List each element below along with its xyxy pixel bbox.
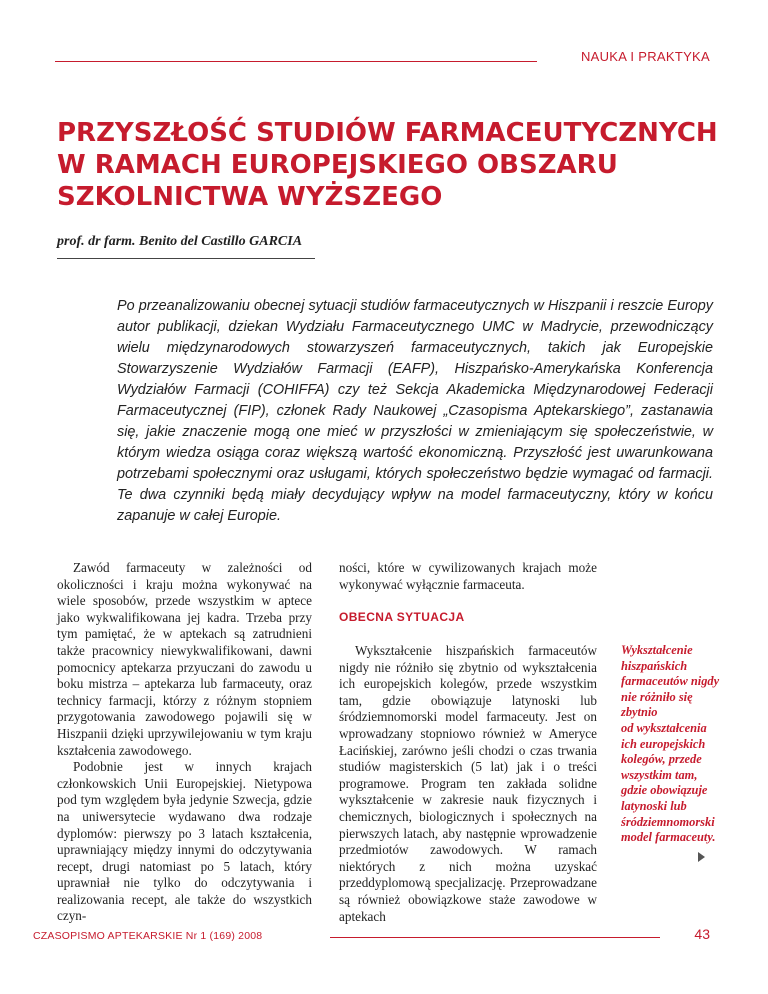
pull-quote-line: zbytnio	[621, 705, 658, 720]
pull-quote-line: Wykształcenie	[621, 643, 693, 657]
section-subheading: OBECNA SYTUACJA	[339, 610, 465, 624]
pull-quote-line: ich europejskich	[621, 736, 706, 751]
body-column-right-top	[339, 560, 597, 593]
title-line: W RAMACH EUROPEJSKIEGO OBSZARU	[57, 150, 618, 180]
body-paragraph: Podobnie jest w innych krajach członkowskich Unii Europejskiej. Nietypowa pod tym względem była jedynie Szwecja, gdzie na uniwersytecie wydawano dwa rodzaje dyplomów: pierwszy po 3 latach kształcenia, uprawniający między innymi do odczytywania recept, drugi natomiast po 5 latach, który uprawniał nie tylko do odczytywania i realizowania recept, ale także do wszystkich czyn-	[57, 759, 312, 924]
pull-quote-line: wszystkim tam,	[621, 767, 698, 782]
body-column-left	[57, 560, 312, 925]
lead-paragraph: Po przeanalizowaniu obecnej sytuacji studiów farmaceutycznych w Hiszpanii i reszcie Europy autor publikacji, dziekan Wydziału Farmaceutycznego UMC w Madrycie, przewodniczący wielu międzynarodowych stowarzyszeń farmaceutycznych, takich jak Europejskie Stowarzyszenie Wydziałów Farmacji (EAFP), Hiszpańsko-Amerykańska Konferencja Wydziałów Farmacji (COHIFFA) czy też Sekcja Akademicka Międzynarodowej Federacji Farmaceutycznej (FIP), członek Rady Naukowej „Czasopisma Aptekarskiego”, zastanawia się, jakie znaczenie mogą one mieć w przyszłości w zmieniającym się społeczeństwie, w którym wiedza osiąga coraz większą wartość ekonomiczną. Przyszłość jest uwarunkowana potrzebami społecznymi oraz usługami, których społeczeństwo będzie wymagać od farmacji. Te dwa czynniki będą miały decydujący wpływ na model farmaceutyczny, który w końcu zapanuje w całej Europie.	[117, 298, 713, 524]
section-label: NAUKA I PRAKTYKA	[580, 49, 710, 64]
pull-quote-line: od wykształcenia	[621, 720, 707, 735]
pull-quote	[621, 643, 729, 846]
pull-quote-line: hiszpańskich	[621, 658, 688, 673]
author-rule	[57, 258, 315, 259]
continue-arrow-icon	[698, 852, 705, 862]
pull-quote-line: model farmaceuty.	[621, 830, 716, 845]
title-line: PRZYSZŁOŚĆ STUDIÓW FARMACEUTYCZNYCH	[57, 118, 718, 148]
body-column-right	[339, 643, 597, 925]
article-title	[57, 117, 737, 213]
page-number: 43	[694, 926, 710, 942]
body-paragraph: Wykształcenie hiszpańskich farmaceutów nigdy nie różniło się zbytnio od wykształcenia ich europejskich kolegów, przede wszystkim tam, gdzie obowiązuje latynoski lub śródziemnomorski model farmaceuty. Jest on wprowadzany stopniowo również w Ameryce Łacińskiej, zarówno jeśli chodzi o czas trwania studiów magisterskich (5 lat) jak i o treści programowe. Program ten zakłada solidne wykształcenie w zakresie nauk fizycznych i chemicznych, biologicznych i społecznych na pierwszych latach, aby następnie wprowadzenie przedmiotów zawodowych. W ramach niektórych z nich można uzyskać przeddyplomową specjalizację. Przeprowadzane są również obowiązkowe staże zawodowe w aptekach	[339, 643, 597, 924]
title-line: SZKOLNICTWA WYŻSZEGO	[57, 182, 443, 212]
body-paragraph: Zawód farmaceuty w zależności od okoliczności i kraju można wykonywać na wiele sposobów, przede wszystkim w aptece jako wykwalifikowana jej kadra. Trzeba przy tym pamiętać, że w aptekach są zatrudnieni także pracownicy niewykwalifikowani, dawni pomocnicy aptekarza przyuczani do zawodu u boku mistrza – aptekarza lub farmaceuty, oraz technicy farmacji, którzy z różnym stopniem przygotowania zawodowego pojawili się w Hiszpanii dzięki uprzywilejowaniu w tym kraju kształcenia zawodowego.	[57, 560, 312, 758]
pull-quote-line: kolegów, przede	[621, 752, 702, 767]
pull-quote-line: śródziemnomorski	[621, 814, 715, 829]
pull-quote-line: latynoski lub	[621, 798, 687, 813]
header-rule	[55, 61, 537, 62]
body-paragraph-continued: ności, które w cywilizowanych krajach może wykonywać wyłącznie farmaceuta.	[339, 560, 597, 592]
pull-quote-line: nie różniło się	[621, 689, 693, 704]
pull-quote-line: gdzie obowiązuje	[621, 783, 708, 798]
footer-rule	[330, 937, 660, 938]
footer-journal-name: CZASOPISMO APTEKARSKIE Nr 1 (169) 2008	[33, 930, 263, 942]
author-byline: prof. dr farm. Benito del Castillo GARCIA	[57, 234, 303, 249]
pull-quote-line: farmaceutów nigdy	[621, 674, 720, 689]
